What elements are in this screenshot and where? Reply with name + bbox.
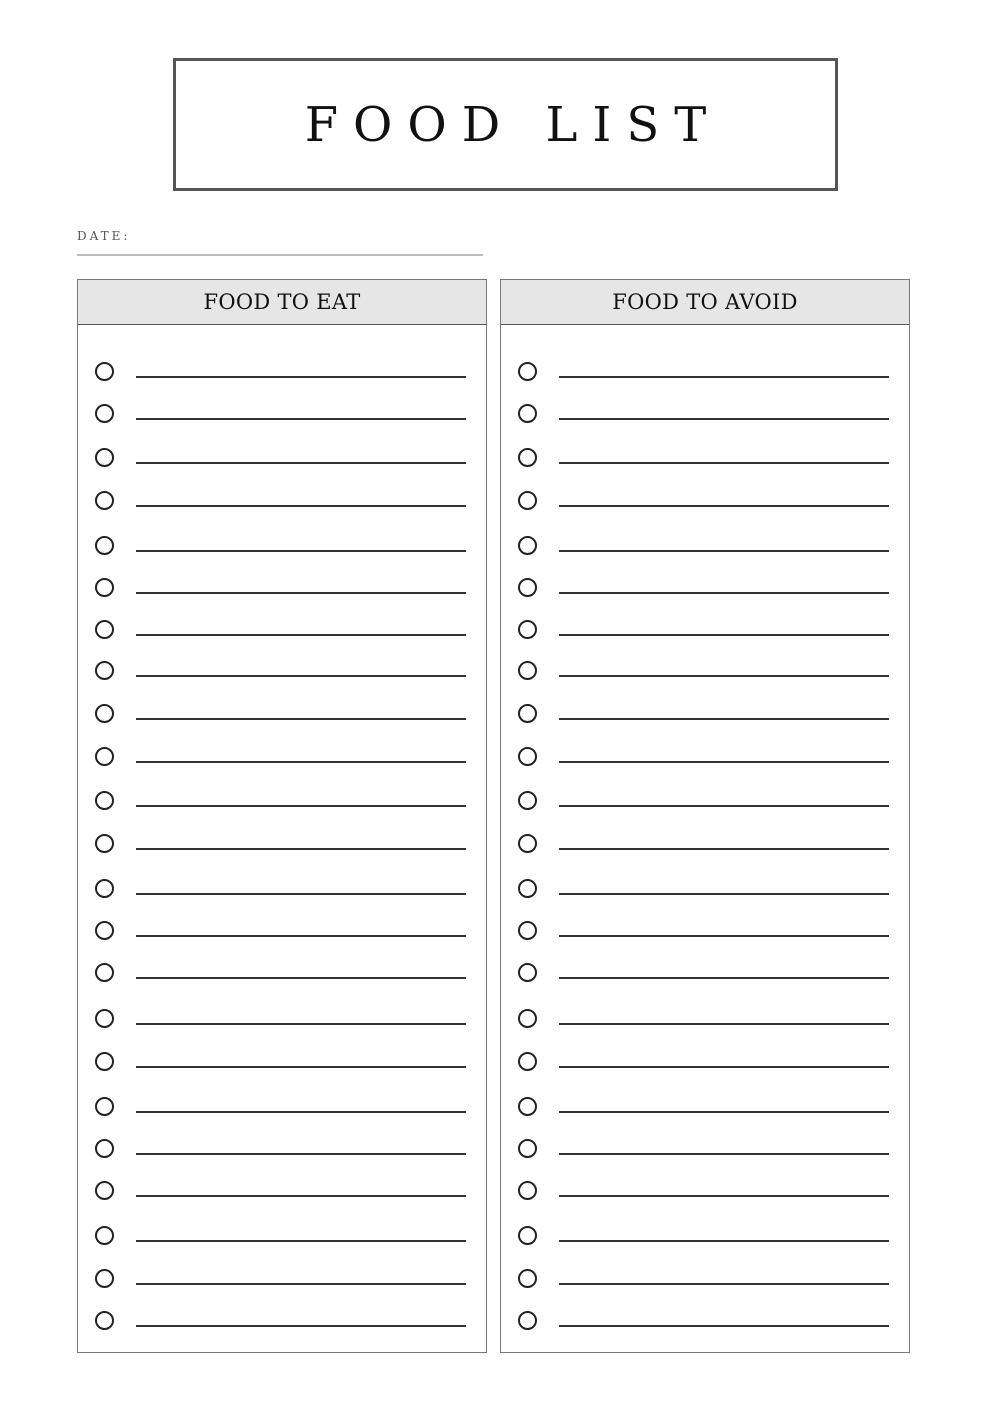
checkbox-circle-icon[interactable]: [518, 963, 537, 982]
write-in-line[interactable]: [559, 1066, 889, 1068]
food-to-eat-item: [78, 536, 486, 566]
checkbox-circle-icon[interactable]: [518, 1269, 537, 1288]
food-to-avoid-item: [501, 578, 909, 608]
food-to-avoid-item: [501, 661, 909, 691]
checkbox-circle-icon[interactable]: [95, 747, 114, 766]
food-to-eat-item: [78, 491, 486, 521]
food-to-avoid-item: [501, 921, 909, 951]
write-in-line[interactable]: [559, 634, 889, 636]
write-in-line[interactable]: [136, 550, 466, 552]
write-in-line[interactable]: [136, 893, 466, 895]
write-in-line[interactable]: [136, 1153, 466, 1155]
write-in-line[interactable]: [136, 935, 466, 937]
food-to-eat-item: [78, 747, 486, 777]
food-to-avoid-item: [501, 1052, 909, 1082]
food-to-avoid-column: [500, 279, 910, 1353]
checkbox-circle-icon[interactable]: [95, 404, 114, 423]
checkbox-circle-icon[interactable]: [95, 879, 114, 898]
food-to-avoid-item: [501, 620, 909, 650]
write-in-line[interactable]: [136, 805, 466, 807]
write-in-line[interactable]: [559, 805, 889, 807]
write-in-line[interactable]: [559, 893, 889, 895]
checkbox-circle-icon[interactable]: [518, 404, 537, 423]
checkbox-circle-icon[interactable]: [518, 879, 537, 898]
checkbox-circle-icon[interactable]: [518, 747, 537, 766]
food-to-avoid-item: [501, 834, 909, 864]
food-to-eat-item: [78, 1139, 486, 1169]
food-to-avoid-header-label: FOOD TO AVOID: [612, 290, 798, 314]
write-in-line[interactable]: [559, 718, 889, 720]
write-in-line[interactable]: [136, 1325, 466, 1327]
food-to-avoid-item: [501, 491, 909, 521]
write-in-line[interactable]: [136, 1240, 466, 1242]
checkbox-circle-icon[interactable]: [95, 834, 114, 853]
write-in-line[interactable]: [136, 1283, 466, 1285]
write-in-line[interactable]: [559, 550, 889, 552]
checkbox-circle-icon[interactable]: [95, 921, 114, 940]
food-to-avoid-item: [501, 747, 909, 777]
write-in-line[interactable]: [136, 761, 466, 763]
checkbox-circle-icon[interactable]: [518, 578, 537, 597]
food-to-eat-item: [78, 1097, 486, 1127]
checkbox-circle-icon[interactable]: [95, 578, 114, 597]
date-field-line[interactable]: [77, 254, 483, 256]
write-in-line[interactable]: [559, 675, 889, 677]
checkbox-circle-icon[interactable]: [95, 1052, 114, 1071]
checkbox-circle-icon[interactable]: [518, 1052, 537, 1071]
write-in-line[interactable]: [559, 505, 889, 507]
write-in-line[interactable]: [559, 462, 889, 464]
food-to-eat-item: [78, 362, 486, 392]
write-in-line[interactable]: [559, 977, 889, 979]
food-to-avoid-item: [501, 791, 909, 821]
write-in-line[interactable]: [559, 848, 889, 850]
food-to-avoid-item: [501, 1181, 909, 1211]
checkbox-circle-icon[interactable]: [95, 1311, 114, 1330]
checkbox-circle-icon[interactable]: [95, 1009, 114, 1028]
write-in-line[interactable]: [559, 1023, 889, 1025]
write-in-line[interactable]: [136, 1111, 466, 1113]
food-to-eat-item: [78, 404, 486, 434]
checkbox-circle-icon[interactable]: [518, 834, 537, 853]
food-to-avoid-item: [501, 1269, 909, 1299]
food-to-eat-item: [78, 661, 486, 691]
write-in-line[interactable]: [559, 935, 889, 937]
food-to-avoid-item: [501, 448, 909, 478]
checkbox-circle-icon[interactable]: [95, 1269, 114, 1288]
food-to-eat-header: [78, 280, 486, 325]
checkbox-circle-icon[interactable]: [95, 1226, 114, 1245]
write-in-line[interactable]: [559, 376, 889, 378]
checkbox-circle-icon[interactable]: [518, 921, 537, 940]
checkbox-circle-icon[interactable]: [95, 448, 114, 467]
checkbox-circle-icon[interactable]: [518, 1181, 537, 1200]
write-in-line[interactable]: [136, 634, 466, 636]
checkbox-circle-icon[interactable]: [95, 963, 114, 982]
write-in-line[interactable]: [559, 1153, 889, 1155]
checkbox-circle-icon[interactable]: [95, 491, 114, 510]
write-in-line[interactable]: [136, 592, 466, 594]
checkbox-circle-icon[interactable]: [518, 704, 537, 723]
checkbox-circle-icon[interactable]: [95, 661, 114, 680]
checkbox-circle-icon[interactable]: [518, 1097, 537, 1116]
food-to-eat-item: [78, 448, 486, 478]
food-to-eat-item: [78, 1052, 486, 1082]
checkbox-circle-icon[interactable]: [95, 536, 114, 555]
date-label: DATE:: [77, 229, 131, 243]
write-in-line[interactable]: [559, 761, 889, 763]
title-box: [173, 58, 838, 191]
food-to-eat-item: [78, 1009, 486, 1039]
write-in-line[interactable]: [136, 848, 466, 850]
food-to-eat-item: [78, 578, 486, 608]
checkbox-circle-icon[interactable]: [518, 1009, 537, 1028]
food-to-eat-item: [78, 1269, 486, 1299]
food-to-avoid-item: [501, 1139, 909, 1169]
write-in-line[interactable]: [136, 675, 466, 677]
checkbox-circle-icon[interactable]: [518, 620, 537, 639]
checkbox-circle-icon[interactable]: [95, 620, 114, 639]
food-to-avoid-item: [501, 704, 909, 734]
food-to-eat-item: [78, 1226, 486, 1256]
checkbox-circle-icon[interactable]: [95, 704, 114, 723]
checkbox-circle-icon[interactable]: [95, 1097, 114, 1116]
food-to-avoid-item: [501, 1226, 909, 1256]
write-in-line[interactable]: [559, 418, 889, 420]
checkbox-circle-icon[interactable]: [518, 661, 537, 680]
food-to-eat-item: [78, 620, 486, 650]
food-to-eat-column: [77, 279, 487, 1353]
write-in-line[interactable]: [136, 462, 466, 464]
checkbox-circle-icon[interactable]: [518, 362, 537, 381]
write-in-line[interactable]: [136, 376, 466, 378]
write-in-line[interactable]: [559, 1240, 889, 1242]
food-to-avoid-item: [501, 1311, 909, 1341]
food-to-eat-item: [78, 1181, 486, 1211]
food-to-eat-header-label: FOOD TO EAT: [203, 290, 361, 314]
checkbox-circle-icon[interactable]: [518, 536, 537, 555]
food-to-eat-item: [78, 791, 486, 821]
checkbox-circle-icon[interactable]: [95, 791, 114, 810]
write-in-line[interactable]: [559, 1111, 889, 1113]
food-to-eat-item: [78, 963, 486, 993]
food-to-eat-item: [78, 704, 486, 734]
food-to-eat-item: [78, 879, 486, 909]
food-to-avoid-item: [501, 879, 909, 909]
food-to-avoid-item: [501, 1009, 909, 1039]
write-in-line[interactable]: [136, 1023, 466, 1025]
food-to-avoid-item: [501, 404, 909, 434]
write-in-line[interactable]: [559, 1195, 889, 1197]
food-to-avoid-item: [501, 1097, 909, 1127]
write-in-line[interactable]: [559, 1325, 889, 1327]
write-in-line[interactable]: [136, 1066, 466, 1068]
page-title: FOOD LIST: [304, 96, 722, 153]
food-to-eat-item: [78, 921, 486, 951]
checkbox-circle-icon[interactable]: [518, 1226, 537, 1245]
food-to-avoid-item: [501, 963, 909, 993]
checkbox-circle-icon[interactable]: [95, 1181, 114, 1200]
food-to-eat-item: [78, 834, 486, 864]
checkbox-circle-icon[interactable]: [518, 448, 537, 467]
checkbox-circle-icon[interactable]: [95, 1139, 114, 1158]
food-to-eat-item: [78, 1311, 486, 1341]
write-in-line[interactable]: [559, 592, 889, 594]
food-to-avoid-item: [501, 536, 909, 566]
write-in-line[interactable]: [136, 977, 466, 979]
food-to-avoid-item: [501, 362, 909, 392]
write-in-line[interactable]: [136, 418, 466, 420]
checkbox-circle-icon[interactable]: [95, 362, 114, 381]
checkbox-circle-icon[interactable]: [518, 491, 537, 510]
write-in-line[interactable]: [559, 1283, 889, 1285]
checkbox-circle-icon[interactable]: [518, 1139, 537, 1158]
write-in-line[interactable]: [136, 1195, 466, 1197]
checkbox-circle-icon[interactable]: [518, 1311, 537, 1330]
write-in-line[interactable]: [136, 505, 466, 507]
write-in-line[interactable]: [136, 718, 466, 720]
checkbox-circle-icon[interactable]: [518, 791, 537, 810]
food-to-avoid-header: [501, 280, 909, 325]
